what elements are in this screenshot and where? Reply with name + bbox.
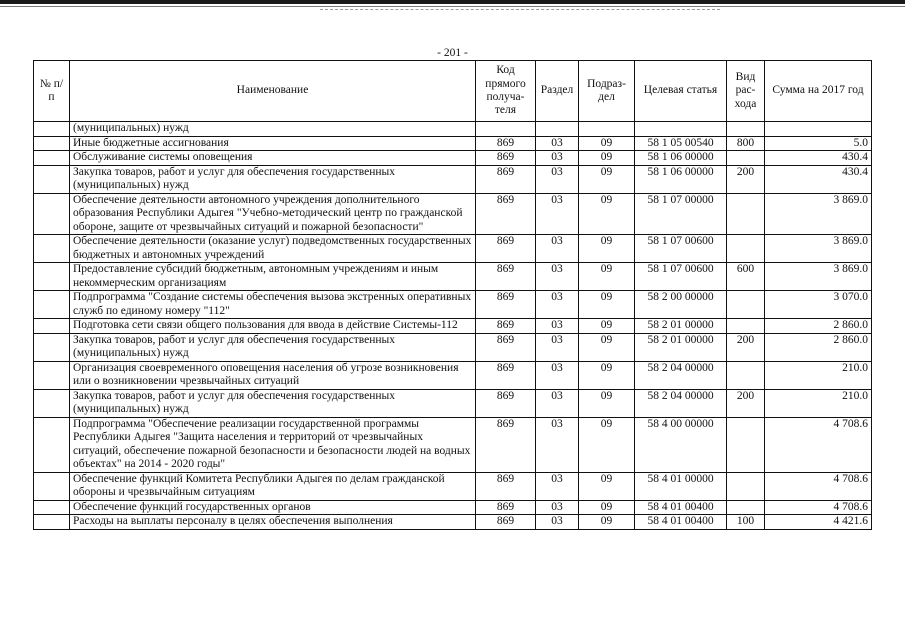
cell-code: 869 [476, 417, 536, 472]
table-row [34, 165, 872, 193]
cell-section: 03 [536, 193, 579, 235]
cell-code: 869 [476, 472, 536, 500]
cell-exp-type [727, 500, 765, 515]
table-row [34, 500, 872, 515]
cell-code: 869 [476, 151, 536, 166]
cell-article [635, 122, 727, 137]
cell-article: 58 1 07 00600 [635, 263, 727, 291]
cell-section: 03 [536, 333, 579, 361]
header-subsection: Подраз-дел [579, 61, 635, 122]
cell-name: Закупка товаров, работ и услуг для обеспечения государственных (муниципальных) нужд [70, 389, 476, 417]
cell-exp-type [727, 193, 765, 235]
table-row [34, 122, 872, 137]
cell-code: 869 [476, 389, 536, 417]
cell-subsection: 09 [579, 515, 635, 530]
cell-section: 03 [536, 389, 579, 417]
cell-name: Обеспечение функций Комитета Республики Адыгея по делам гражданской обороны и чрезвычайным ситуациям [70, 472, 476, 500]
cell-num [34, 165, 70, 193]
cell-exp-type [727, 291, 765, 319]
cell-article: 58 1 05 00540 [635, 136, 727, 151]
cell-section: 03 [536, 136, 579, 151]
cell-name: Закупка товаров, работ и услуг для обеспечения государственных (муниципальных) нужд [70, 165, 476, 193]
cell-exp-type [727, 361, 765, 389]
cell-sum: 2 860.0 [765, 333, 872, 361]
cell-exp-type: 600 [727, 263, 765, 291]
table-row [34, 291, 872, 319]
cell-article: 58 1 06 00000 [635, 151, 727, 166]
cell-article: 58 2 04 00000 [635, 389, 727, 417]
cell-code: 869 [476, 165, 536, 193]
table-row [34, 235, 872, 263]
cell-subsection: 09 [579, 165, 635, 193]
cell-exp-type [727, 151, 765, 166]
cell-name: Закупка товаров, работ и услуг для обеспечения государственных (муниципальных) нужд [70, 333, 476, 361]
cell-exp-type [727, 122, 765, 137]
cell-code: 869 [476, 235, 536, 263]
table-row [34, 333, 872, 361]
cell-sum: 4 708.6 [765, 500, 872, 515]
header-sum: Сумма на 2017 год [765, 61, 872, 122]
table-row [34, 515, 872, 530]
header-num: № п/п [34, 61, 70, 122]
cell-article: 58 4 01 00400 [635, 515, 727, 530]
cell-name: Подпрограмма "Обеспечение реализации государственной программы Республики Адыгея "Защита населения и территорий от чрезвычайных ситуаций, обеспечение пожарной безопасности и безопасности людей на водных объектах" на 2014 - 2020 годы" [70, 417, 476, 472]
cell-num [34, 417, 70, 472]
table-row [34, 389, 872, 417]
cell-num [34, 500, 70, 515]
cell-subsection: 09 [579, 193, 635, 235]
cell-num [34, 235, 70, 263]
cell-name: Подготовка сети связи общего пользования для ввода в действие Системы-112 [70, 319, 476, 334]
cell-sum: 3 869.0 [765, 263, 872, 291]
header-code: Код прямого получа-теля [476, 61, 536, 122]
table-row [34, 136, 872, 151]
cell-subsection: 09 [579, 136, 635, 151]
cell-sum: 210.0 [765, 361, 872, 389]
cell-article: 58 1 07 00600 [635, 235, 727, 263]
cell-code: 869 [476, 333, 536, 361]
table-row [34, 263, 872, 291]
cell-section: 03 [536, 165, 579, 193]
cell-sum: 2 860.0 [765, 319, 872, 334]
cell-name: Расходы на выплаты персоналу в целях обеспечения выполнения [70, 515, 476, 530]
cell-sum: 3 070.0 [765, 291, 872, 319]
cell-num [34, 136, 70, 151]
cell-section: 03 [536, 291, 579, 319]
cell-subsection: 09 [579, 500, 635, 515]
cell-name: Обслуживание системы оповещения [70, 151, 476, 166]
cell-section: 03 [536, 417, 579, 472]
cell-exp-type [727, 235, 765, 263]
table-row [34, 319, 872, 334]
cell-sum: 4 708.6 [765, 472, 872, 500]
cell-num [34, 263, 70, 291]
cell-num [34, 389, 70, 417]
cell-section: 03 [536, 515, 579, 530]
cell-subsection: 09 [579, 472, 635, 500]
cell-num [34, 319, 70, 334]
cell-sum: 430.4 [765, 165, 872, 193]
cell-subsection: 09 [579, 417, 635, 472]
cell-name: Иные бюджетные ассигнования [70, 136, 476, 151]
cell-section: 03 [536, 500, 579, 515]
budget-table [33, 60, 872, 530]
cell-exp-type [727, 417, 765, 472]
cell-num [34, 291, 70, 319]
table-row [34, 193, 872, 235]
cell-section: 03 [536, 472, 579, 500]
cell-subsection: 09 [579, 151, 635, 166]
cell-code: 869 [476, 136, 536, 151]
cell-num [34, 472, 70, 500]
header-name: Наименование [70, 61, 476, 122]
table-row [34, 361, 872, 389]
cell-name: Организация своевременного оповещения населения об угрозе возникновения или о возникновении чрезвычайных ситуаций [70, 361, 476, 389]
cell-sum: 4 421.6 [765, 515, 872, 530]
cell-exp-type: 200 [727, 333, 765, 361]
cell-name: Подпрограмма "Создание системы обеспечения вызова экстренных оперативных служб по единому номеру "112" [70, 291, 476, 319]
cell-sum: 430.4 [765, 151, 872, 166]
cell-section [536, 122, 579, 137]
cell-article: 58 1 06 00000 [635, 165, 727, 193]
cell-sum [765, 122, 872, 137]
cell-section: 03 [536, 263, 579, 291]
cell-article: 58 4 01 00400 [635, 500, 727, 515]
table-body [34, 122, 872, 530]
header-article: Целевая статья [635, 61, 727, 122]
cell-name: Обеспечение деятельности (оказание услуг) подведомственных государственных бюджетных и автономных учреждений [70, 235, 476, 263]
cell-num [34, 361, 70, 389]
cell-code: 869 [476, 193, 536, 235]
scan-noise-line [320, 9, 720, 11]
cell-article: 58 1 07 00000 [635, 193, 727, 235]
cell-code [476, 122, 536, 137]
cell-name: Обеспечение функций государственных органов [70, 500, 476, 515]
cell-subsection [579, 122, 635, 137]
cell-exp-type: 200 [727, 165, 765, 193]
cell-article: 58 4 00 00000 [635, 417, 727, 472]
cell-num [34, 122, 70, 137]
cell-sum: 4 708.6 [765, 417, 872, 472]
cell-article: 58 2 01 00000 [635, 319, 727, 334]
cell-code: 869 [476, 500, 536, 515]
cell-code: 869 [476, 263, 536, 291]
cell-subsection: 09 [579, 333, 635, 361]
cell-code: 869 [476, 515, 536, 530]
cell-name: (муниципальных) нужд [70, 122, 476, 137]
table-row [34, 472, 872, 500]
cell-subsection: 09 [579, 291, 635, 319]
cell-num [34, 151, 70, 166]
cell-article: 58 2 01 00000 [635, 333, 727, 361]
cell-sum: 5.0 [765, 136, 872, 151]
cell-code: 869 [476, 361, 536, 389]
cell-exp-type: 800 [727, 136, 765, 151]
cell-exp-type [727, 319, 765, 334]
cell-section: 03 [536, 361, 579, 389]
cell-sum: 210.0 [765, 389, 872, 417]
cell-subsection: 09 [579, 319, 635, 334]
page-number: - 201 - [437, 47, 468, 59]
header-section: Раздел [536, 61, 579, 122]
cell-exp-type: 100 [727, 515, 765, 530]
scan-edge-top [0, 0, 905, 4]
header-exp-type: Вид рас-хода [727, 61, 765, 122]
cell-code: 869 [476, 291, 536, 319]
cell-num [34, 515, 70, 530]
scan-edge-line [0, 6, 905, 7]
cell-article: 58 2 04 00000 [635, 361, 727, 389]
cell-name: Предоставление субсидий бюджетным, автономным учреждениям и иным некоммерческим организациям [70, 263, 476, 291]
cell-subsection: 09 [579, 263, 635, 291]
cell-sum: 3 869.0 [765, 193, 872, 235]
cell-num [34, 333, 70, 361]
cell-code: 869 [476, 319, 536, 334]
cell-article: 58 2 00 00000 [635, 291, 727, 319]
cell-exp-type [727, 472, 765, 500]
cell-num [34, 193, 70, 235]
cell-article: 58 4 01 00000 [635, 472, 727, 500]
table-header-row [34, 61, 872, 122]
table-row [34, 417, 872, 472]
cell-subsection: 09 [579, 235, 635, 263]
table-row [34, 151, 872, 166]
cell-section: 03 [536, 151, 579, 166]
cell-exp-type: 200 [727, 389, 765, 417]
cell-sum: 3 869.0 [765, 235, 872, 263]
cell-name: Обеспечение деятельности автономного учреждения дополнительного образования Республики Адыгея "Учебно-методический центр по гражданской обороне, защите от чрезвычайных ситуаций и пожарной безопасности" [70, 193, 476, 235]
cell-subsection: 09 [579, 389, 635, 417]
cell-subsection: 09 [579, 361, 635, 389]
cell-section: 03 [536, 319, 579, 334]
cell-section: 03 [536, 235, 579, 263]
